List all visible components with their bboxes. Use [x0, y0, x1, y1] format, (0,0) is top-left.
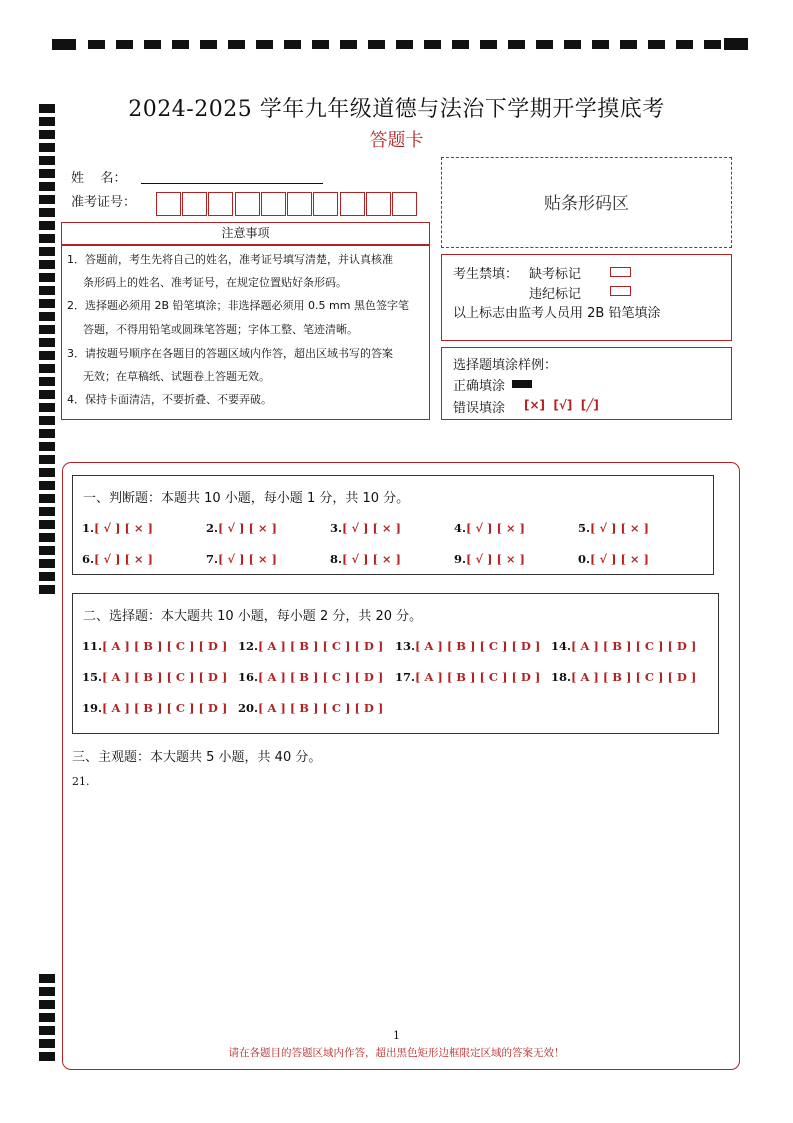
page-title: 2024-2025 学年九年级道德与法治下学期开学摸底考: [128, 97, 665, 122]
notice-item: 1．答题前，考生先将自己的姓名，准考证号填写清楚，并认真核准: [67, 253, 393, 266]
notice-item: 无效；在草稿纸、试题卷上答题无效。: [83, 370, 270, 383]
timing-mark: [39, 273, 55, 282]
answer-options[interactable]: [ √ ] [ × ]: [342, 552, 401, 566]
footer-note: 请在各题目的答题区域内作答，超出黑色矩形边框限定区域的答案无效！: [228, 1047, 565, 1059]
question-number: 5.: [578, 521, 591, 535]
question-number: 13.: [395, 639, 416, 653]
choice-question-14[interactable]: [551, 639, 696, 653]
question-21-label: 21.: [72, 775, 90, 788]
question-number: 16.: [238, 670, 259, 684]
id-label: 准考证号：: [71, 195, 137, 210]
timing-mark: [39, 1000, 55, 1009]
answer-options[interactable]: [ A ] [ B ] [ C ] [ D ]: [258, 701, 384, 715]
fill-correct-label: 正确填涂: [453, 379, 506, 394]
timing-mark: [39, 390, 55, 399]
fill-wrong-samples: [×] [√] [╱]: [524, 398, 599, 412]
judge-question-2[interactable]: [206, 521, 277, 535]
absent-mark-box[interactable]: [610, 267, 631, 277]
notice-item: 条形码上的姓名、准考证号，在规定位置贴好条形码。: [83, 276, 347, 289]
answer-options[interactable]: [ A ] [ B ] [ C ] [ D ]: [415, 639, 541, 653]
judge-question-5[interactable]: [578, 521, 649, 535]
timing-mark: [39, 974, 55, 983]
answer-options[interactable]: [ √ ] [ × ]: [466, 552, 525, 566]
timing-mark: [39, 169, 55, 178]
choice-question-15[interactable]: [82, 670, 227, 684]
question-number: 3.: [330, 521, 343, 535]
timing-mark: [39, 377, 55, 386]
timing-mark: [39, 325, 55, 334]
timing-mark: [39, 429, 55, 438]
id-box[interactable]: [261, 192, 286, 216]
exam-status-label: 考生禁填：: [453, 267, 519, 282]
judge-question-7[interactable]: [206, 552, 277, 566]
judge-question-6[interactable]: [82, 552, 153, 566]
page-number: 1: [393, 1029, 400, 1042]
choice-question-12[interactable]: [238, 639, 383, 653]
name-field[interactable]: [141, 183, 323, 184]
judge-question-10[interactable]: [578, 552, 649, 566]
timing-mark: [39, 364, 55, 373]
question-number: 12.: [238, 639, 259, 653]
question-number: 18.: [551, 670, 572, 684]
question-number: 2.: [206, 521, 219, 535]
timing-mark: [39, 468, 55, 477]
fill-example-box: [441, 347, 732, 420]
question-number: 9.: [454, 552, 467, 566]
timing-mark: [39, 585, 55, 594]
judge-question-8[interactable]: [330, 552, 401, 566]
notice-title: 注意事项: [61, 222, 430, 245]
timing-mark: [39, 195, 55, 204]
timing-mark: [39, 234, 55, 243]
timing-mark: [39, 260, 55, 269]
question-number: 8.: [330, 552, 343, 566]
timing-mark: [39, 351, 55, 360]
timing-mark: [39, 1013, 55, 1022]
question-number: 11.: [82, 639, 103, 653]
barcode-area[interactable]: [441, 157, 732, 248]
timing-mark: [39, 286, 55, 295]
id-box[interactable]: [392, 192, 417, 216]
id-box[interactable]: [340, 192, 365, 216]
timing-mark: [39, 299, 55, 308]
barcode-label: 贴条形码区: [544, 194, 629, 214]
id-box[interactable]: [208, 192, 233, 216]
answer-options[interactable]: [ √ ] [ × ]: [218, 521, 277, 535]
question-number: 6.: [82, 552, 95, 566]
answer-options[interactable]: [ √ ] [ × ]: [342, 521, 401, 535]
timing-mark: [39, 533, 55, 542]
choice-question-13[interactable]: [395, 639, 540, 653]
question-number: 1.: [82, 521, 95, 535]
id-box[interactable]: [235, 192, 260, 216]
exam-status-note: 以上标志由监考人员用 2B 铅笔填涂: [453, 306, 661, 321]
choice-question-20[interactable]: [238, 701, 383, 715]
judge-question-4[interactable]: [454, 521, 525, 535]
violation-mark-box[interactable]: [610, 286, 631, 296]
timing-mark: [39, 559, 55, 568]
timing-mark: [39, 987, 55, 996]
notice-item: 答题，不得用铅笔或圆珠笔答题；字体工整、笔迹清晰。: [83, 323, 358, 336]
timing-mark: [39, 338, 55, 347]
question-number: 17.: [395, 670, 416, 684]
notice-item: 3．请按题号顺序在各题目的答题区域内作答，超出区域书写的答案: [67, 347, 393, 360]
choice-question-11[interactable]: [82, 639, 227, 653]
fill-wrong-label: 错误填涂: [453, 401, 506, 416]
judge-question-3[interactable]: [330, 521, 401, 535]
question-number: 7.: [206, 552, 219, 566]
id-box[interactable]: [182, 192, 207, 216]
answer-options[interactable]: [ √ ] [ × ]: [218, 552, 277, 566]
timing-mark: [39, 247, 55, 256]
timing-mark: [39, 546, 55, 555]
answer-options[interactable]: [ √ ] [ × ]: [94, 521, 153, 535]
section2-title: 二、选择题：本大题共 10 小题，每小题 2 分，共 20 分。: [83, 609, 423, 624]
answer-options[interactable]: [ A ] [ B ] [ C ] [ D ]: [102, 670, 228, 684]
answer-options[interactable]: [ A ] [ B ] [ C ] [ D ]: [258, 670, 384, 684]
answer-options[interactable]: [ A ] [ B ] [ C ] [ D ]: [102, 639, 228, 653]
timing-mark: [39, 221, 55, 230]
question-21-answer-area[interactable]: [95, 790, 695, 1015]
timing-mark: [39, 455, 55, 464]
id-box[interactable]: [287, 192, 312, 216]
question-number: 20.: [238, 701, 259, 715]
question-number: 14.: [551, 639, 572, 653]
judge-question-9[interactable]: [454, 552, 525, 566]
timing-mark: [39, 507, 55, 516]
absent-label: 缺考标记: [529, 267, 582, 282]
answer-options[interactable]: [ √ ] [ × ]: [466, 521, 525, 535]
answer-options[interactable]: [ A ] [ B ] [ C ] [ D ]: [102, 701, 228, 715]
judge-question-1[interactable]: [82, 521, 153, 535]
fill-correct-sample: [512, 380, 532, 388]
choice-question-16[interactable]: [238, 670, 383, 684]
timing-mark: [39, 312, 55, 321]
answer-options[interactable]: [ √ ] [ × ]: [590, 521, 649, 535]
question-number: 15.: [82, 670, 103, 684]
notice-box: [61, 245, 430, 420]
choice-question-17[interactable]: [395, 670, 540, 684]
timing-mark: [39, 403, 55, 412]
answer-options[interactable]: [ A ] [ B ] [ C ] [ D ]: [415, 670, 541, 684]
violation-label: 违纪标记: [529, 287, 582, 302]
timing-mark: [39, 481, 55, 490]
timing-mark: [39, 442, 55, 451]
answer-options[interactable]: [ A ] [ B ] [ C ] [ D ]: [258, 639, 384, 653]
choice-question-19[interactable]: [82, 701, 227, 715]
timing-mark: [39, 156, 55, 165]
timing-mark: [39, 494, 55, 503]
section1-title: 一、判断题：本题共 10 小题，每小题 1 分，共 10 分。: [83, 491, 410, 506]
answer-options[interactable]: [ A ] [ B ] [ C ] [ D ]: [571, 670, 697, 684]
notice-item: 4．保持卡面清洁，不要折叠、不要弄破。: [67, 393, 272, 406]
notice-item: 2．选择题必须用 2B 铅笔填涂；非选择题必须用 0.5 mm 黑色签字笔: [67, 299, 409, 312]
page-subtitle: 答题卡: [369, 130, 424, 151]
section3-title: 三、主观题：本大题共 5 小题，共 40 分。: [72, 750, 322, 765]
choice-question-18[interactable]: [551, 670, 696, 684]
name-label: 姓 名：: [71, 171, 127, 186]
timing-mark: [39, 182, 55, 191]
timing-mark: [39, 208, 55, 217]
timing-mark: [39, 416, 55, 425]
timing-mark: [39, 520, 55, 529]
answer-options[interactable]: [ A ] [ B ] [ C ] [ D ]: [571, 639, 697, 653]
id-box[interactable]: [313, 192, 338, 216]
question-number: 0.: [578, 552, 591, 566]
timing-mark: [39, 572, 55, 581]
question-number: 4.: [454, 521, 467, 535]
question-number: 19.: [82, 701, 103, 715]
fill-example-title: 选择题填涂样例：: [453, 358, 558, 373]
answer-options[interactable]: [ √ ] [ × ]: [94, 552, 153, 566]
exam-status-box: [441, 254, 732, 341]
id-box[interactable]: [156, 192, 181, 216]
id-box[interactable]: [366, 192, 391, 216]
answer-options[interactable]: [ √ ] [ × ]: [590, 552, 649, 566]
